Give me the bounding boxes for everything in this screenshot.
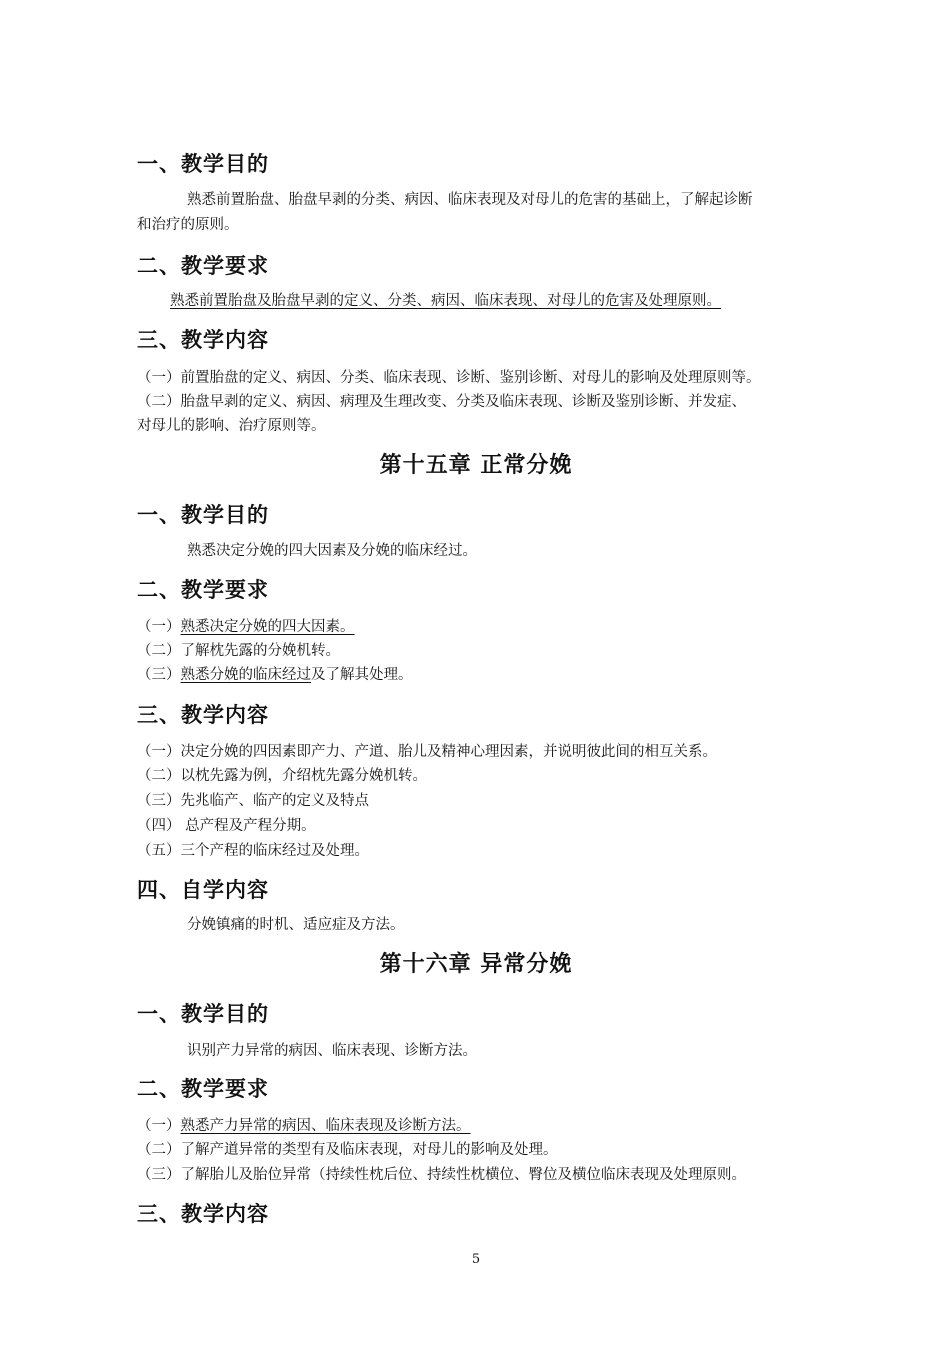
ch15-req-item-3-suffix: 及了解其处理。 <box>311 667 413 683</box>
content-item-1: （一）前置胎盘的定义、病因、分类、临床表现、诊断、鉴别诊断、对母儿的影响及处理原则等。 <box>137 370 761 386</box>
ch15-self-study-text: 分娩镇痛的时机、适应症及方法。 <box>187 917 405 933</box>
ch16-heading-content: 三、教学内容 <box>137 1202 269 1226</box>
ch16-heading-purpose: 一、教学目的 <box>137 1002 269 1026</box>
page-number: 5 <box>471 1252 481 1267</box>
ch15-req-item-1-prefix: （一） <box>137 619 181 635</box>
ch15-req-item-1-underlined: 熟悉决定分娩的四大因素。 <box>180 619 355 635</box>
ch16-purpose-text: 识别产力异常的病因、临床表现、诊断方法。 <box>187 1043 477 1059</box>
ch16-req-item-1-underlined: 熟悉产力异常的病因、临床表现及诊断方法。 <box>180 1118 471 1134</box>
ch15-req-item-2: （二）了解枕先露的分娩机转。 <box>137 643 340 659</box>
content-item-2-line2: 对母儿的影响、治疗原则等。 <box>137 418 326 434</box>
ch16-req-item-1 <box>137 1114 471 1135</box>
ch16-req-item-3: （三）了解胎儿及胎位异常（持续性枕后位、持续性枕横位、臀位及横位临床表现及处理原则。 <box>137 1167 746 1183</box>
ch15-req-item-3 <box>137 663 413 684</box>
ch15-content-item-4: （四） 总产程及产程分期。 <box>137 818 316 834</box>
ch16-heading-requirements: 二、教学要求 <box>137 1077 269 1101</box>
ch15-heading-requirements: 二、教学要求 <box>137 578 269 602</box>
purpose-text-line1: 熟悉前置胎盘、胎盘早剥的分类、病因、临床表现及对母儿的危害的基础上，了解起诊断 <box>187 192 753 208</box>
ch15-purpose-text: 熟悉决定分娩的四大因素及分娩的临床经过。 <box>187 543 477 559</box>
chapter-16-title: 第十六章 异常分娩 <box>379 952 573 977</box>
ch15-content-item-2: （二）以枕先露为例，介绍枕先露分娩机转。 <box>137 768 427 784</box>
section-heading-purpose: 一、教学目的 <box>137 152 269 176</box>
ch15-req-item-1 <box>137 615 355 636</box>
ch15-content-item-5: （五）三个产程的临床经过及处理。 <box>137 843 369 859</box>
purpose-text-line2: 和治疗的原则。 <box>137 217 239 233</box>
ch15-heading-purpose: 一、教学目的 <box>137 503 269 527</box>
section-heading-content: 三、教学内容 <box>137 328 269 352</box>
chapter-15-title: 第十五章 正常分娩 <box>379 453 573 478</box>
ch15-heading-self-study: 四、自学内容 <box>137 878 269 902</box>
ch15-content-item-3: （三）先兆临产、临产的定义及特点 <box>137 793 369 809</box>
content-item-2-line1: （二）胎盘早剥的定义、病因、病理及生理改变、分类及临床表现、诊断及鉴别诊断、并发症、 <box>137 394 746 410</box>
ch16-req-item-1-prefix: （一） <box>137 1118 181 1134</box>
ch15-req-item-3-underlined: 熟悉分娩的临床经过 <box>180 667 311 683</box>
ch15-content-item-1: （一）决定分娩的四因素即产力、产道、胎儿及精神心理因素，并说明彼此间的相互关系。 <box>137 744 717 760</box>
requirements-text: 熟悉前置胎盘及胎盘早剥的定义、分类、病因、临床表现、对母儿的危害及处理原则。 <box>170 293 721 309</box>
ch16-req-item-2: （二）了解产道异常的类型有及临床表现，对母儿的影响及处理。 <box>137 1142 558 1158</box>
section-heading-requirements: 二、教学要求 <box>137 254 269 278</box>
ch15-heading-content: 三、教学内容 <box>137 703 269 727</box>
ch15-req-item-3-prefix: （三） <box>137 667 181 683</box>
